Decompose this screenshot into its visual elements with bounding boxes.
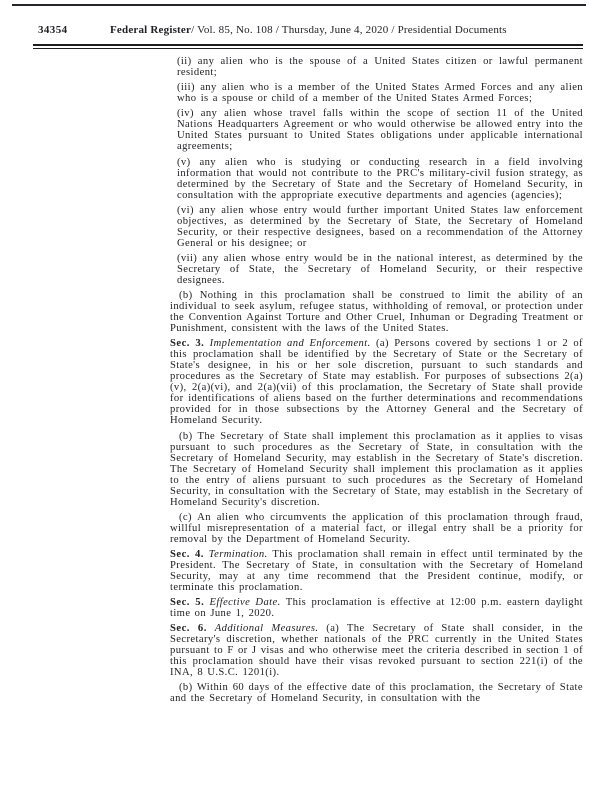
clause-vi: (vi) any alien whose entry would further important United States law enforcement objectives, as determined by the Secretary of State, the Secretary of Homeland Security, or their respective designees, based on a recommendation of the Attorney General or his designee; or xyxy=(177,204,583,249)
section-6 xyxy=(170,623,583,678)
header-rule-thin xyxy=(33,48,583,49)
section-5-text: This proclamation is effective at 12:00 p.m. eastern daylight time on June 1, 2020. xyxy=(170,597,583,620)
section-6-title: Additional Measures. xyxy=(214,623,319,635)
paragraph-2b: (b) Nothing in this proclamation shall be construed to limit the ability of an individual to seek asylum, refugee status, withholding of removal, or protection under the Convention Against Torture and Other Cruel, Inhuman or Degrading Treatment or Punishment, consistent with the laws of the United States. xyxy=(170,290,583,335)
clause-v: (v) any alien who is studying or conducting research in a field involving information that would not contribute to the PRC's military-civil fusion strategy, as determined by the Secretary of State and the Secretary of Homeland Security, in consultation with the appropriate executive departments and agencies (agencies); xyxy=(177,156,583,201)
page-number: 34354 xyxy=(38,24,68,36)
section-6-label: Sec. 6. xyxy=(170,623,207,635)
section-5-label: Sec. 5. xyxy=(170,597,205,609)
section-4-label: Sec. 4. xyxy=(170,548,204,560)
header-rule-thick xyxy=(33,44,583,46)
clause-iii: (iii) any alien who is a member of the United States Armed Forces and any alien who is a spouse or child of a member of the United States Armed Forces; xyxy=(177,82,583,105)
section-5-title: Effective Date. xyxy=(209,597,281,609)
section-4-text: This proclamation shall remain in effect until terminated by the President. The Secretary of State, in consultation with the Secretary of Homeland Security, may at any time recommend that the President continue, modify, or terminate this proclamation. xyxy=(170,548,584,593)
page-header xyxy=(38,24,583,37)
page-top-rule xyxy=(12,4,586,6)
publication-name: Federal Register xyxy=(110,24,192,36)
document-body xyxy=(170,56,583,709)
section-5 xyxy=(170,597,583,619)
section-4-title: Termination. xyxy=(208,548,268,560)
issue-info: / Vol. 85, No. 108 / Thursday, June 4, 2020 / Presidential Documents xyxy=(191,24,507,36)
paragraph-6b: (b) Within 60 days of the effective date of this proclamation, the Secretary of State and the Secretary of Homeland Security, in consultation with the xyxy=(170,682,583,705)
running-head xyxy=(110,24,507,37)
clause-vii: (vii) any alien whose entry would be in the national interest, as determined by the Secretary of State, the Secretary of Homeland Security, or their respective designees. xyxy=(177,252,583,286)
paragraph-3b: (b) The Secretary of State shall implement this proclamation as it applies to visas pursuant to such procedures as the Secretary of State, in consultation with the Secretary of Homeland Security, may establish in the Secretary of State's discretion. The Secretary of Homeland Security shall implement this proclamation as it applies to the entry of aliens pursuant to such procedures as the Secretary of Homeland Security, in consultation with the Secretary of State, may establish in the Secretary of Homeland Security's discretion. xyxy=(170,430,583,508)
section-3-title: Implementation and Enforcement. xyxy=(209,338,371,350)
section-6-text: (a) The Secretary of State shall consider, in the Secretary's discretion, whether nationals of the PRC currently in the United States pursuant to F or J visas and who otherwise meet the criteria described in section 1 of this proclamation should have their visas revoked pursuant to section 221(i) of the INA, 8 U.S.C. 1201(i). xyxy=(170,623,583,679)
clause-iv: (iv) any alien whose travel falls within the scope of section 11 of the United Nations Headquarters Agreement or who would otherwise be allowed entry into the United States pursuant to United States obligations under applicable international agreements; xyxy=(177,108,583,153)
section-3-label: Sec. 3. xyxy=(170,338,205,350)
paragraph-3c: (c) An alien who circumvents the application of this proclamation through fraud, willful misrepresentation of a material fact, or illegal entry shall be a priority for removal by the Department of Homeland Security. xyxy=(170,511,583,545)
clause-ii: (ii) any alien who is the spouse of a United States citizen or lawful permanent resident; xyxy=(177,56,583,78)
section-3 xyxy=(170,338,583,426)
section-3-text: (a) Persons covered by sections 1 or 2 of this proclamation shall be identified by the Secretary of State or the Secretary of State's designee, in his or her sole discretion, pursuant to such standards and procedures as the Secretary of State may establish. For purposes of subsections 2(a)(v), 2(a)(vi), and 2(a)(vii) of this proclamation, the Secretary of State shall provide for identifications of aliens based on the further determinations and recommendations provided for in those subsections by the Attorney General and the Secretary of Homeland Security. xyxy=(170,338,583,427)
section-4 xyxy=(170,549,583,593)
